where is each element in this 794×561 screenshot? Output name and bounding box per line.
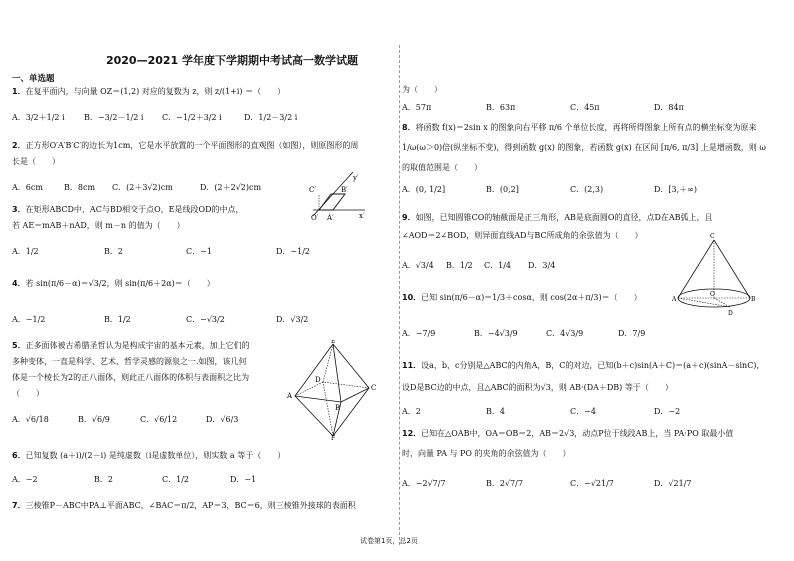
option[interactable]: B．−4√3/9 bbox=[474, 329, 518, 338]
option[interactable]: B．−3/2－1/2 i bbox=[84, 113, 144, 122]
label-b: B bbox=[751, 296, 756, 303]
question-10-stem: 10．已知 sin(π/6－α)＝1/3＋cosα，则 cos(2α＋π/3)＝（ ） bbox=[402, 293, 642, 302]
label-x: x′ bbox=[359, 212, 365, 220]
question-2-stem: 2．正方形O′A′B′C′的边长为1cm，它是水平放置的一个平面图形的直观图（如图），则原图形的周 bbox=[12, 141, 359, 150]
question-5-stem-cont: （ ） bbox=[12, 389, 44, 398]
question-12-stem: 12．已知在△OAB中，OA＝OB＝2，AB＝2√3，动点P位于线段AB上，当 PA·PO 取最小值 bbox=[402, 429, 734, 438]
option[interactable]: D．−1 bbox=[230, 475, 257, 484]
question-1-options bbox=[12, 112, 297, 123]
option[interactable]: D．3/4 bbox=[528, 261, 556, 270]
question-2-options bbox=[12, 182, 261, 193]
question-11-stem: 11．设a，b，c分别是△ABC的内角A，B，C的对边，已知(b＋c)sin(A＋C)＝(a＋c)(sinA－sinC)， bbox=[402, 361, 765, 370]
label-c: C bbox=[710, 233, 715, 240]
option[interactable]: D．√6/3 bbox=[206, 415, 239, 424]
option[interactable]: C．−1 bbox=[186, 247, 212, 256]
question-8-stem-cont: 的取值范围是（ ） bbox=[402, 163, 482, 172]
label-a: A bbox=[287, 392, 293, 400]
option[interactable]: A．−2 bbox=[12, 475, 38, 484]
question-11-options bbox=[402, 406, 680, 417]
question-4-stem: 4．若 sin(π/6－α)＝√3/2，则 sin(π/6＋2α)＝（ ） bbox=[12, 279, 215, 288]
option[interactable]: C．−√21/7 bbox=[570, 479, 614, 488]
page-title: 2020—2021 学年度下学期期中考试高一数学试题 bbox=[105, 54, 359, 67]
label-d: D bbox=[315, 376, 321, 384]
option[interactable]: B．1/2 bbox=[446, 261, 473, 270]
question-5-stem-cont: 多种变体，一直是科学、艺术、哲学灵感的源泉之一.如图，该几何 bbox=[12, 357, 247, 366]
question-3-stem-cont: 若 AE＝mAB＋nAD，则 m－n 的值为（ ） bbox=[12, 221, 185, 230]
question-8-options bbox=[402, 184, 697, 195]
option[interactable]: C．4√3/9 bbox=[546, 329, 584, 338]
question-9-options bbox=[402, 260, 555, 271]
option[interactable]: A．−7/9 bbox=[402, 329, 436, 338]
question-4-options bbox=[12, 314, 308, 325]
question-8-stem-cont: 1/ω(ω＞0)倍(纵坐标不变)，得到函数 g(x) 的图象，若函数 g(x) 在区间 [π/6, π/3] 上是增函数，则 ω bbox=[402, 143, 766, 152]
question-12-options bbox=[402, 478, 691, 489]
option[interactable]: D．84π bbox=[654, 103, 684, 112]
option[interactable]: D．[3,＋∞) bbox=[654, 185, 697, 194]
option[interactable]: A．6cm bbox=[12, 183, 43, 192]
section-heading: 一、单选题 bbox=[12, 74, 55, 84]
column-divider bbox=[399, 45, 400, 545]
question-6-stem: 6．已知复数 (a＋i)/(2－i) 是纯虚数（i是虚数单位），则实数 a 等于（ ） bbox=[12, 451, 286, 460]
label-c: C bbox=[371, 384, 377, 392]
label-d: D bbox=[728, 310, 733, 316]
question-9-stem: 9．如图，已知圆锥CO的轴截面是正三角形，AB是底面圆O的直径，点D在AB弧上，且 bbox=[402, 213, 713, 222]
option[interactable]: B．4 bbox=[486, 407, 505, 416]
option[interactable]: C．1/2 bbox=[162, 475, 189, 484]
option[interactable]: C．(2＋3√2)cm bbox=[112, 183, 173, 192]
option[interactable]: B．63π bbox=[486, 103, 516, 112]
question-11-stem-cont: 设D是BC边的中点，且△ABC的面积为√3，则 AB·(DA＋DB) 等于（ ） bbox=[402, 383, 673, 392]
option[interactable]: A．√3/4 bbox=[402, 261, 434, 270]
figure-octahedron bbox=[285, 340, 380, 440]
question-5-options bbox=[12, 414, 238, 425]
question-7-stem: 7．三棱锥P－ABC中PA⊥平面ABC，∠BAC＝π/2，AP＝3，BC＝6，则三棱锥外接球的表面积 bbox=[12, 501, 356, 510]
label-a: A bbox=[672, 296, 677, 303]
question-3-stem: 3．在矩形ABCD中，AC与BD相交于点O，E是线段OD的中点， bbox=[12, 205, 244, 214]
question-2-stem-cont: 长是（ ） bbox=[12, 157, 60, 166]
label-b: B bbox=[335, 404, 341, 412]
option[interactable]: B．2 bbox=[94, 475, 113, 484]
option[interactable]: C．−1/2＋3/2 i bbox=[162, 113, 222, 122]
option[interactable]: A．1/2 bbox=[12, 247, 39, 256]
label-b: B′ bbox=[341, 186, 348, 194]
option[interactable]: C．−√3/2 bbox=[186, 315, 225, 324]
option[interactable]: D．7/9 bbox=[618, 329, 646, 338]
question-9-stem-cont: ∠AOD＝2∠BOD，则异面直线AD与BC所成角的余弦值为（ ） bbox=[402, 231, 643, 240]
option[interactable]: C．45π bbox=[570, 103, 600, 112]
option[interactable]: D．1/2－3/2 i bbox=[244, 113, 298, 122]
option[interactable]: D．−1/2 bbox=[276, 247, 310, 256]
question-5-stem-cont: 体是一个棱长为2的正八面体，则此正八面体的体积与表面积之比为 bbox=[12, 373, 250, 382]
question-7-options bbox=[402, 102, 684, 113]
option[interactable]: B．2√7/7 bbox=[486, 479, 523, 488]
option[interactable]: B．8cm bbox=[64, 183, 96, 192]
option[interactable]: A．−2√7/7 bbox=[402, 479, 446, 488]
option[interactable]: C．1/4 bbox=[484, 261, 511, 270]
label-o: O bbox=[710, 291, 715, 298]
option[interactable]: A．57π bbox=[402, 103, 432, 112]
label-e: E bbox=[331, 340, 336, 345]
option[interactable]: B．1/2 bbox=[104, 315, 131, 324]
label-o: O′ bbox=[311, 214, 319, 222]
page-footer: 试卷第1页，总2页 bbox=[360, 537, 418, 545]
option[interactable]: B．(0,2] bbox=[486, 185, 519, 194]
question-6-options bbox=[12, 474, 256, 485]
question-3-options bbox=[12, 246, 310, 257]
question-7-stem-cont: 为（ ） bbox=[402, 85, 442, 94]
option[interactable]: B．√6/9 bbox=[78, 415, 110, 424]
question-10-options bbox=[402, 328, 645, 339]
option[interactable]: C．(2,3) bbox=[570, 185, 604, 194]
question-12-stem-cont: 时，向量 PA 与 PO 的夹角的余弦值为（ ） bbox=[402, 449, 571, 458]
option[interactable]: C．√6/12 bbox=[140, 415, 178, 424]
option[interactable]: A．√6/18 bbox=[12, 415, 49, 424]
option[interactable]: A．3/2＋1/2 i bbox=[12, 113, 65, 122]
option[interactable]: C．−4 bbox=[570, 407, 596, 416]
label-a: A′ bbox=[327, 214, 334, 222]
option[interactable]: D．−2 bbox=[654, 407, 681, 416]
label-f: F bbox=[331, 435, 336, 440]
option[interactable]: A．−1/2 bbox=[12, 315, 46, 324]
question-1-stem: 1．在复平面内，与向量 OZ＝(1,2) 对应的复数为 z，则 z/(1+i) ＝（ ） bbox=[12, 87, 286, 96]
option[interactable]: D．(2＋2√2)cm bbox=[200, 183, 262, 192]
option[interactable]: A．2 bbox=[402, 407, 421, 416]
option[interactable]: D．√21/7 bbox=[654, 479, 692, 488]
option[interactable]: D．√3/2 bbox=[276, 315, 309, 324]
question-5-stem: 5．正多面体被古希腊圣哲认为是构成宇宙的基本元素，加上它们的 bbox=[12, 341, 250, 350]
option[interactable]: A．(0, 1/2] bbox=[402, 185, 446, 194]
question-8-stem: 8．将函数 f(x)＝2sin x 的图象向右平移 π/6 个单位长度，再将所得图象上所有点的横坐标变为原来 bbox=[402, 123, 757, 132]
label-c: C′ bbox=[309, 186, 316, 194]
label-y: y′ bbox=[353, 174, 359, 182]
option[interactable]: B．2 bbox=[104, 247, 123, 256]
